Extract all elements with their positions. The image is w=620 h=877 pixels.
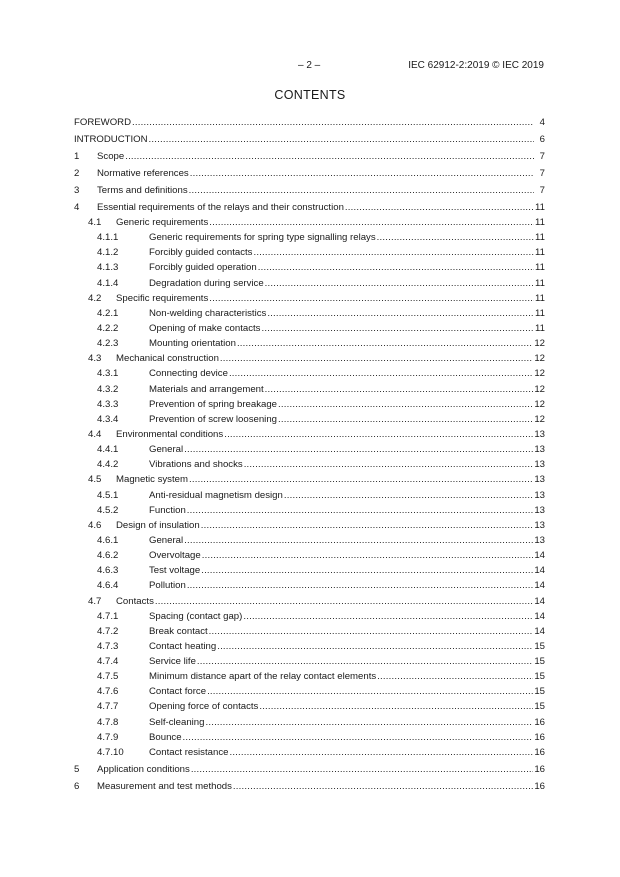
toc-entry-page: 11 — [535, 232, 545, 244]
toc-entry-title: Contact resistance — [149, 746, 229, 758]
toc-entry-title: Anti-residual magnetism design — [149, 489, 283, 501]
toc-entry-number: 4.6 — [88, 519, 102, 531]
toc-entry-number: 2 — [74, 168, 80, 180]
toc-entry-title: Generic requirements — [116, 216, 209, 228]
table-of-contents — [74, 112, 545, 792]
toc-entry-page: 11 — [535, 322, 545, 334]
toc-entry-number: 1 — [74, 151, 80, 163]
toc-entry[interactable] — [74, 607, 545, 622]
toc-entry-number: 4.1.4 — [97, 277, 119, 289]
toc-entry-page: 13 — [534, 428, 545, 440]
toc-entry-page: 14 — [534, 565, 545, 577]
toc-dot-leader — [253, 247, 534, 258]
toc-entry-page: 14 — [534, 610, 545, 622]
toc-dot-leader — [183, 732, 534, 743]
toc-entry[interactable] — [74, 319, 545, 334]
toc-entry[interactable] — [74, 561, 545, 576]
toc-entry[interactable] — [74, 728, 545, 743]
toc-entry-title: General — [149, 534, 184, 546]
toc-dot-leader — [224, 429, 533, 440]
page-header — [0, 60, 620, 74]
toc-entry-title: Overvoltage — [149, 550, 201, 562]
toc-entry-number: 4.3.3 — [97, 398, 119, 410]
toc-entry-page: 16 — [534, 746, 545, 758]
toc-entry-page: 14 — [534, 580, 545, 592]
toc-entry[interactable] — [74, 501, 545, 516]
toc-entry[interactable] — [74, 273, 545, 288]
toc-dot-leader — [278, 399, 533, 410]
toc-dot-leader — [202, 550, 534, 561]
toc-dot-leader — [259, 701, 533, 712]
toc-dot-leader — [191, 764, 534, 775]
toc-entry-number: 4.2.2 — [97, 322, 119, 334]
toc-dot-leader — [209, 626, 534, 637]
toc-dot-leader — [377, 671, 533, 682]
toc-dot-leader — [125, 151, 534, 162]
toc-entry[interactable] — [74, 228, 545, 243]
toc-dot-leader — [229, 368, 533, 379]
toc-entry-title: Forcibly guided operation — [149, 262, 257, 274]
toc-entry-title: INTRODUCTION — [74, 134, 148, 146]
toc-entry-title: Terms and definitions — [97, 184, 188, 196]
toc-entry-title: Function — [149, 504, 186, 516]
toc-entry[interactable] — [74, 637, 545, 652]
toc-entry-title: Spacing (contact gap) — [149, 610, 243, 622]
toc-entry-number: 4.7.7 — [97, 701, 119, 713]
toc-entry-page: 13 — [534, 474, 545, 486]
standard-reference: IEC 62912-2:2019 © IEC 2019 — [408, 60, 544, 71]
toc-entry-page: 16 — [534, 763, 545, 775]
toc-entry[interactable] — [74, 667, 545, 682]
toc-entry-page: 11 — [535, 277, 545, 289]
toc-dot-leader — [205, 717, 533, 728]
toc-entry[interactable] — [74, 334, 545, 349]
toc-dot-leader — [237, 338, 533, 349]
toc-entry-title: Essential requirements of the relays and their construction — [97, 201, 344, 213]
toc-entry-page: 12 — [534, 383, 545, 395]
toc-entry[interactable] — [74, 470, 545, 485]
toc-entry-title: Non-welding characteristics — [149, 307, 267, 319]
toc-entry[interactable] — [74, 145, 545, 162]
toc-entry-page: 14 — [534, 595, 545, 607]
toc-entry[interactable] — [74, 304, 545, 319]
toc-entry-number: 4.6.1 — [97, 534, 119, 546]
toc-entry-page: 13 — [534, 489, 545, 501]
toc-entry[interactable] — [74, 395, 545, 410]
toc-entry[interactable] — [74, 112, 545, 129]
toc-entry[interactable] — [74, 743, 545, 758]
toc-entry-page: 11 — [535, 292, 545, 304]
toc-dot-leader — [207, 686, 533, 697]
toc-entry-title: Prevention of spring breakage — [149, 398, 277, 410]
toc-dot-leader — [187, 580, 534, 591]
toc-entry-title: Forcibly guided contacts — [149, 247, 253, 259]
toc-entry[interactable] — [74, 775, 545, 792]
toc-entry-number: 4.3.1 — [97, 368, 119, 380]
toc-entry-title: Application conditions — [97, 763, 190, 775]
toc-entry-page: 11 — [535, 307, 545, 319]
toc-dot-leader — [132, 117, 534, 128]
toc-entry-page: 16 — [534, 716, 545, 728]
toc-entry-number: 4.4 — [88, 428, 102, 440]
toc-entry-page: 13 — [534, 504, 545, 516]
toc-dot-leader — [278, 414, 533, 425]
toc-entry-page: 11 — [535, 201, 545, 213]
toc-entry-title: General — [149, 444, 184, 456]
toc-entry-number: 4.3.4 — [97, 413, 119, 425]
toc-dot-leader — [377, 232, 534, 243]
toc-entry-title: Contact force — [149, 686, 207, 698]
toc-entry-page: 7 — [539, 184, 545, 196]
toc-dot-leader — [189, 185, 534, 196]
toc-entry-page: 15 — [534, 640, 545, 652]
toc-dot-leader — [201, 565, 533, 576]
toc-entry-number: 4.4.1 — [97, 444, 119, 456]
toc-dot-leader — [190, 168, 534, 179]
toc-entry-title: Generic requirements for spring type signalling relays — [149, 232, 376, 244]
toc-entry-title: Connecting device — [149, 368, 228, 380]
toc-dot-leader — [229, 747, 533, 758]
toc-entry[interactable] — [74, 349, 545, 364]
toc-entry-title: FOREWORD — [74, 117, 132, 129]
toc-entry-title: Magnetic system — [116, 474, 188, 486]
toc-entry-number: 4.2.1 — [97, 307, 119, 319]
toc-entry[interactable] — [74, 162, 545, 179]
toc-entry-title: Pollution — [149, 580, 186, 592]
toc-entry-number: 3 — [74, 184, 80, 196]
toc-entry[interactable] — [74, 179, 545, 196]
toc-entry-number: 4.7.10 — [97, 746, 124, 758]
toc-entry[interactable] — [74, 758, 545, 775]
toc-entry-title: Scope — [97, 151, 125, 163]
toc-entry[interactable] — [74, 410, 545, 425]
toc-entry-page: 15 — [534, 656, 545, 668]
toc-dot-leader — [149, 134, 534, 145]
toc-entry[interactable] — [74, 516, 545, 531]
toc-entry-title: Normative references — [97, 168, 189, 180]
toc-entry-page: 14 — [534, 550, 545, 562]
toc-entry-page: 6 — [539, 134, 545, 146]
toc-entry-page: 11 — [535, 262, 545, 274]
toc-entry-number: 4 — [74, 201, 80, 213]
toc-entry-title: Minimum distance apart of the relay contact elements — [149, 671, 377, 683]
toc-entry-title: Self-cleaning — [149, 716, 205, 728]
toc-entry-title: Design of insulation — [116, 519, 200, 531]
toc-entry-page: 12 — [534, 368, 545, 380]
toc-entry-number: 4.1.2 — [97, 247, 119, 259]
toc-entry-title: Materials and arrangement — [149, 383, 264, 395]
toc-entry[interactable] — [74, 712, 545, 727]
toc-entry-page: 14 — [534, 625, 545, 637]
toc-entry[interactable] — [74, 128, 545, 145]
toc-dot-leader — [261, 323, 534, 334]
toc-entry-page: 11 — [535, 247, 545, 259]
toc-dot-leader — [244, 459, 534, 470]
toc-entry-page: 12 — [534, 353, 545, 365]
toc-dot-leader — [220, 353, 533, 364]
toc-entry-number: 4.3 — [88, 353, 102, 365]
toc-entry[interactable] — [74, 546, 545, 561]
toc-entry[interactable] — [74, 213, 545, 228]
toc-dot-leader — [217, 641, 533, 652]
toc-entry[interactable] — [74, 289, 545, 304]
toc-entry[interactable] — [74, 258, 545, 273]
toc-dot-leader — [243, 611, 533, 622]
toc-dot-leader — [197, 656, 533, 667]
toc-entry-page: 13 — [534, 519, 545, 531]
toc-entry[interactable] — [74, 379, 545, 394]
toc-entry-number: 4.7.9 — [97, 731, 119, 743]
toc-entry-number: 4.7.6 — [97, 686, 119, 698]
toc-entry-page: 12 — [534, 398, 545, 410]
toc-dot-leader — [258, 262, 534, 273]
toc-entry-page: 12 — [534, 413, 545, 425]
toc-dot-leader — [187, 505, 534, 516]
toc-entry-title: Opening force of contacts — [149, 701, 259, 713]
toc-entry-page: 16 — [534, 780, 545, 792]
toc-entry-number: 4.1.1 — [97, 232, 119, 244]
toc-entry-page: 15 — [534, 701, 545, 713]
toc-dot-leader — [209, 293, 534, 304]
toc-entry-number: 4.2.3 — [97, 338, 119, 350]
toc-dot-leader — [265, 384, 534, 395]
toc-dot-leader — [267, 308, 534, 319]
toc-dot-leader — [284, 490, 533, 501]
toc-entry-number: 4.7.5 — [97, 671, 119, 683]
toc-entry-number: 5 — [74, 763, 80, 775]
toc-entry-number: 4.7.4 — [97, 656, 119, 668]
toc-dot-leader — [184, 535, 533, 546]
toc-entry-page: 12 — [534, 338, 545, 350]
toc-entry-page: 11 — [535, 216, 545, 228]
toc-entry-title: Service life — [149, 656, 196, 668]
toc-entry-number: 4.6.4 — [97, 580, 119, 592]
toc-dot-leader — [184, 444, 533, 455]
toc-entry-page: 4 — [539, 117, 545, 129]
toc-entry[interactable] — [74, 591, 545, 606]
toc-entry-number: 4.7.2 — [97, 625, 119, 637]
toc-dot-leader — [265, 278, 534, 289]
toc-entry-number: 4.7.3 — [97, 640, 119, 652]
toc-entry-title: Prevention of screw loosening — [149, 413, 277, 425]
toc-dot-leader — [233, 781, 533, 792]
toc-entry-page: 13 — [534, 534, 545, 546]
contents-title: CONTENTS — [274, 88, 346, 102]
toc-entry-page: 13 — [534, 444, 545, 456]
toc-dot-leader — [201, 520, 534, 531]
toc-entry[interactable] — [74, 455, 545, 470]
toc-entry[interactable] — [74, 364, 545, 379]
toc-entry-number: 6 — [74, 780, 80, 792]
toc-entry-number: 4.1.3 — [97, 262, 119, 274]
toc-entry[interactable] — [74, 652, 545, 667]
toc-entry-title: Test voltage — [149, 565, 201, 577]
toc-entry[interactable] — [74, 682, 545, 697]
toc-entry-number: 4.2 — [88, 292, 102, 304]
toc-entry-number: 4.7.8 — [97, 716, 119, 728]
toc-entry-number: 4.6.2 — [97, 550, 119, 562]
toc-entry[interactable] — [74, 485, 545, 500]
toc-entry-number: 4.4.2 — [97, 459, 119, 471]
toc-entry-title: Bounce — [149, 731, 182, 743]
toc-entry-title: Mounting orientation — [149, 338, 236, 350]
toc-entry-number: 4.1 — [88, 216, 102, 228]
toc-entry-title: Mechanical construction — [116, 353, 219, 365]
toc-entry-title: Contact heating — [149, 640, 217, 652]
toc-entry-title: Vibrations and shocks — [149, 459, 243, 471]
toc-entry-number: 4.5.2 — [97, 504, 119, 516]
toc-dot-leader — [189, 474, 533, 485]
toc-entry-title: Specific requirements — [116, 292, 209, 304]
toc-entry[interactable] — [74, 622, 545, 637]
toc-entry-number: 4.5 — [88, 474, 102, 486]
toc-entry-number: 4.3.2 — [97, 383, 119, 395]
toc-entry-title: Opening of make contacts — [149, 322, 261, 334]
page-number: – 2 – — [298, 60, 321, 71]
toc-entry-title: Environmental conditions — [116, 428, 224, 440]
toc-entry-page: 13 — [534, 459, 545, 471]
toc-entry-page: 15 — [534, 671, 545, 683]
toc-entry[interactable] — [74, 196, 545, 213]
toc-entry-number: 4.7 — [88, 595, 102, 607]
toc-entry-number: 4.6.3 — [97, 565, 119, 577]
toc-dot-leader — [155, 596, 533, 607]
toc-entry[interactable] — [74, 697, 545, 712]
toc-entry[interactable] — [74, 243, 545, 258]
toc-entry-title: Degradation during service — [149, 277, 264, 289]
toc-dot-leader — [345, 202, 534, 213]
toc-entry-page: 7 — [539, 168, 545, 180]
toc-entry-title: Break contact — [149, 625, 208, 637]
toc-entry[interactable] — [74, 440, 545, 455]
toc-entry-page: 7 — [539, 151, 545, 163]
toc-entry-page: 15 — [534, 686, 545, 698]
toc-entry-title: Contacts — [116, 595, 154, 607]
toc-entry-number: 4.5.1 — [97, 489, 119, 501]
toc-entry-page: 16 — [534, 731, 545, 743]
toc-entry[interactable] — [74, 425, 545, 440]
toc-entry[interactable] — [74, 576, 545, 591]
toc-entry[interactable] — [74, 531, 545, 546]
toc-entry-title: Measurement and test methods — [97, 780, 232, 792]
toc-entry-number: 4.7.1 — [97, 610, 119, 622]
toc-dot-leader — [209, 217, 534, 228]
